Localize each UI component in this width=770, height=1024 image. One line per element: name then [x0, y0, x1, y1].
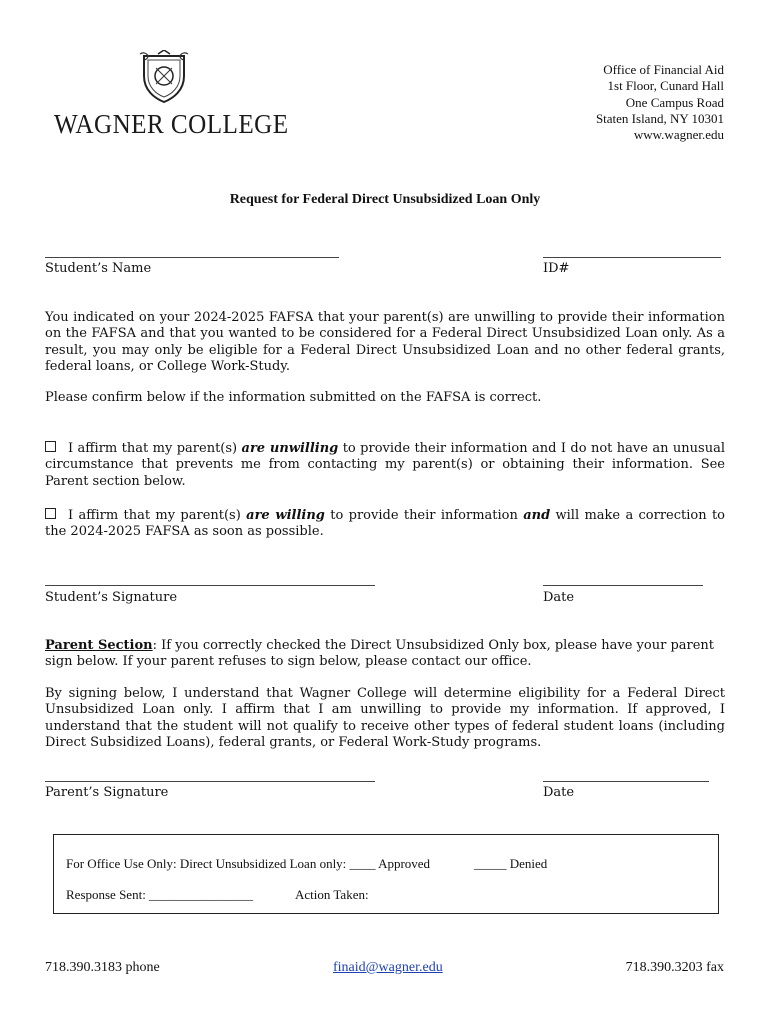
- footer-phone: 718.390.3183 phone: [45, 960, 160, 975]
- parent-section-intro: [45, 638, 725, 671]
- footer-fax: 718.390.3203 fax: [625, 960, 724, 975]
- intro-paragraph: You indicated on your 2024-2025 FAFSA that your parent(s) are unwilling to provide their information on the FAFSA and that you wanted to be considered for a Federal Direct Unsubsidized Loan only. As a result, you may only be eligible for a Federal Direct Unsubsidized Loan and no other federal grants, federal loans, or College Work-Study.: [45, 310, 725, 375]
- student-name-label: Student’s Name: [45, 261, 152, 276]
- document-title: Request for Federal Direct Unsubsidized Loan Only: [229, 192, 541, 207]
- option-willing: [45, 508, 725, 541]
- option-text: will make a correction to the 2024-2025 FAFSA as soon as possible.: [45, 508, 726, 540]
- student-signature-line[interactable]: [45, 585, 375, 586]
- option-text: I affirm that my parent(s): [68, 508, 247, 523]
- student-id-label: ID#: [543, 261, 570, 276]
- option-unwilling: [45, 441, 725, 490]
- address-line: Staten Island, NY 10301: [595, 110, 724, 126]
- option-emphasis: and: [523, 508, 551, 523]
- student-id-line[interactable]: [543, 257, 721, 258]
- student-date-label: Date: [543, 590, 575, 605]
- college-wordmark: WAGNER COLLEGE: [54, 109, 289, 139]
- option-text: to provide their information: [324, 508, 524, 523]
- option-text: to provide their information and I do not have an unusual circumstance that prevents me from contacting my parent(s) or obtaining their information. See Parent section below.: [45, 441, 725, 489]
- unwilling-checkbox[interactable]: [45, 441, 56, 452]
- parent-signature-label: Parent’s Signature: [45, 785, 169, 800]
- option-emphasis: are willing: [246, 508, 325, 523]
- student-date-line[interactable]: [543, 585, 703, 586]
- address-line: www.wagner.edu: [633, 127, 724, 143]
- parent-section-heading: Parent Section: [45, 638, 153, 653]
- willing-checkbox[interactable]: [45, 508, 56, 519]
- office-use-response: Response Sent: ________________: [66, 887, 254, 902]
- parent-signature-line[interactable]: [45, 781, 375, 782]
- parent-section-text: : If you correctly checked the Direct Unsubsidized Only box, please have your parent sign below. If your parent refuses to sign below, please contact our office.: [45, 638, 715, 670]
- address-line: 1st Floor, Cunard Hall: [607, 78, 724, 94]
- footer-email-link[interactable]: finaid@wagner.edu: [333, 960, 443, 975]
- student-signature-label: Student’s Signature: [45, 590, 178, 605]
- address-line: One Campus Road: [625, 94, 724, 110]
- office-use-action: Action Taken:: [295, 887, 369, 902]
- college-crest-icon: [138, 50, 190, 104]
- office-use-denied: _____ Denied: [474, 856, 548, 871]
- parent-date-line[interactable]: [543, 781, 709, 782]
- office-address: [596, 62, 724, 143]
- parent-statement: By signing below, I understand that Wagner College will determine eligibility for a Federal Direct Unsubsidized Loan only. I affirm that I am unwilling to provide my information. If approved, I understand that the student will not qualify to receive other types of federal student loans (including Direct Subsidized Loans), federal grants, or Federal Work-Study programs.: [45, 686, 725, 751]
- wagner-college-logo: [54, 50, 289, 142]
- address-line: Office of Financial Aid: [603, 62, 724, 77]
- option-emphasis: are unwilling: [241, 441, 339, 456]
- confirm-instruction: Please confirm below if the information submitted on the FAFSA is correct.: [45, 390, 542, 405]
- office-use-box: [53, 834, 719, 914]
- office-use-approval: For Office Use Only: Direct Unsubsidized Loan only: ____ Approved: [66, 856, 431, 871]
- parent-date-label: Date: [543, 785, 575, 800]
- option-text: I affirm that my parent(s): [68, 441, 242, 456]
- student-name-line[interactable]: [45, 257, 339, 258]
